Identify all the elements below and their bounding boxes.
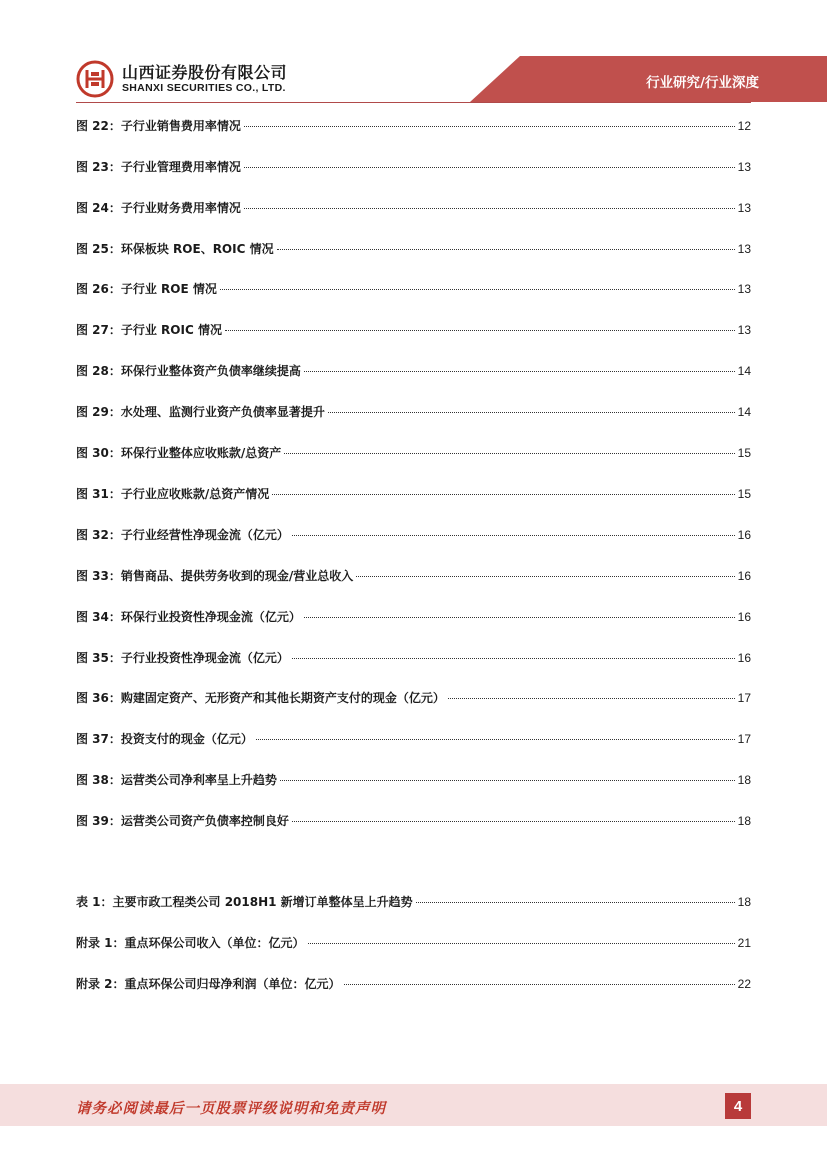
toc-entry-page: 13 xyxy=(737,282,751,296)
company-name-en: SHANXI SECURITIES CO., LTD. xyxy=(122,82,286,94)
toc-entry[interactable] xyxy=(76,321,751,339)
toc-entry-title: 图 24：子行业财务费用率情况 xyxy=(76,201,241,215)
toc-entry[interactable] xyxy=(76,567,751,585)
toc-entry-title: 图 35：子行业投资性净现金流（亿元） xyxy=(76,651,289,665)
toc-entry-page: 13 xyxy=(737,201,751,215)
toc-entry-page: 18 xyxy=(737,814,751,828)
toc-entry[interactable] xyxy=(76,893,751,911)
toc-entry[interactable] xyxy=(76,158,751,176)
toc-entry-page: 16 xyxy=(737,569,751,583)
toc-entry[interactable] xyxy=(76,975,751,993)
toc-entry[interactable] xyxy=(76,608,751,626)
toc-entry-title: 图 33：销售商品、提供劳务收到的现金/营业总收入 xyxy=(76,569,354,583)
toc-entry-page: 14 xyxy=(737,405,751,419)
toc-entry-page: 18 xyxy=(737,773,751,787)
toc-entry[interactable] xyxy=(76,812,751,830)
toc-entry-title: 图 34：环保行业投资性净现金流（亿元） xyxy=(76,610,301,624)
toc-leader-dots xyxy=(280,780,735,781)
toc-leader-dots xyxy=(308,943,735,944)
toc-entry-title: 图 25：环保板块 ROE、ROIC 情况 xyxy=(76,242,274,256)
toc-leader-dots xyxy=(416,902,735,903)
toc-entry[interactable] xyxy=(76,771,751,789)
toc-entry-title: 图 39：运营类公司资产负债率控制良好 xyxy=(76,814,289,828)
toc-entry-title: 图 26：子行业 ROE 情况 xyxy=(76,282,217,296)
toc-leader-dots xyxy=(272,494,734,495)
toc-entry-title: 图 28：环保行业整体资产负债率继续提高 xyxy=(76,364,301,378)
toc-entry-page: 14 xyxy=(737,364,751,378)
toc-entry[interactable] xyxy=(76,199,751,217)
toc-leader-dots xyxy=(292,658,735,659)
toc-entry-page: 16 xyxy=(737,528,751,542)
toc-entry[interactable] xyxy=(76,444,751,462)
toc-entry-page: 22 xyxy=(737,977,751,991)
toc-entry-title: 附录 2：重点环保公司归母净利润（单位：亿元） xyxy=(76,977,341,991)
toc-entry-title: 图 23：子行业管理费用率情况 xyxy=(76,160,241,174)
toc-entry[interactable] xyxy=(76,689,751,707)
toc-entry-title: 表 1：主要市政工程类公司 2018H1 新增订单整体呈上升趋势 xyxy=(76,895,413,909)
toc-leader-dots xyxy=(256,739,735,740)
toc-entry[interactable] xyxy=(76,280,751,298)
report-category-tag: 行业研究/行业深度 xyxy=(646,75,759,91)
toc-leader-dots xyxy=(304,371,735,372)
toc-entry[interactable] xyxy=(76,485,751,503)
toc-entry[interactable] xyxy=(76,730,751,748)
toc-entry-title: 图 22：子行业销售费用率情况 xyxy=(76,119,241,133)
toc-entry-page: 15 xyxy=(737,487,751,501)
toc-leader-dots xyxy=(356,576,734,577)
toc-entry-page: 13 xyxy=(737,323,751,337)
toc-leader-dots xyxy=(244,126,735,127)
toc-leader-dots xyxy=(328,412,735,413)
toc-entry-title: 图 31：子行业应收账款/总资产情况 xyxy=(76,487,270,501)
toc-entry[interactable] xyxy=(76,526,751,544)
toc-leader-dots xyxy=(220,289,735,290)
toc-leader-dots xyxy=(292,821,735,822)
toc-leader-dots xyxy=(448,698,735,699)
toc-entry-title: 图 37：投资支付的现金（亿元） xyxy=(76,732,253,746)
toc-entry[interactable] xyxy=(76,934,751,952)
toc-leader-dots xyxy=(225,330,735,331)
toc-entry-page: 12 xyxy=(737,119,751,133)
toc-entry[interactable] xyxy=(76,117,751,135)
toc-entry[interactable] xyxy=(76,362,751,380)
toc-entry-title: 图 29：水处理、监测行业资产负债率显著提升 xyxy=(76,405,325,419)
toc-entry[interactable] xyxy=(76,240,751,258)
toc-leader-dots xyxy=(284,453,734,454)
toc-entry-page: 18 xyxy=(737,895,751,909)
header-divider xyxy=(76,102,751,103)
toc-leader-dots xyxy=(277,249,735,250)
toc-leader-dots xyxy=(244,167,735,168)
company-name-cn: 山西证券股份有限公司 xyxy=(122,63,288,82)
company-logo-icon xyxy=(76,60,114,98)
toc-entry-title: 图 32：子行业经营性净现金流（亿元） xyxy=(76,528,289,542)
page-number: 4 xyxy=(725,1093,751,1119)
toc-leader-dots xyxy=(304,617,735,618)
toc-entry[interactable] xyxy=(76,649,751,667)
toc-entry-title: 图 36：购建固定资产、无形资产和其他长期资产支付的现金（亿元） xyxy=(76,691,445,705)
disclaimer-notice: 请务必阅读最后一页股票评级说明和免责声明 xyxy=(76,1100,386,1117)
page-header xyxy=(0,0,827,106)
toc-entry-title: 图 30：环保行业整体应收账款/总资产 xyxy=(76,446,282,460)
toc-entry-page: 17 xyxy=(737,691,751,705)
toc-entry-page: 13 xyxy=(737,242,751,256)
toc-leader-dots xyxy=(292,535,735,536)
toc-entry-page: 17 xyxy=(737,732,751,746)
toc-entry-title: 图 38：运营类公司净利率呈上升趋势 xyxy=(76,773,277,787)
toc-leader-dots xyxy=(344,984,735,985)
toc-entry[interactable] xyxy=(76,403,751,421)
toc-entry-page: 16 xyxy=(737,651,751,665)
toc-entry-page: 13 xyxy=(737,160,751,174)
toc-entry-title: 附录 1：重点环保公司收入（单位：亿元） xyxy=(76,936,305,950)
toc-entry-page: 21 xyxy=(737,936,751,950)
toc-leader-dots xyxy=(244,208,735,209)
toc-entry-page: 15 xyxy=(737,446,751,460)
toc-entry-page: 16 xyxy=(737,610,751,624)
toc-entry-title: 图 27：子行业 ROIC 情况 xyxy=(76,323,222,337)
